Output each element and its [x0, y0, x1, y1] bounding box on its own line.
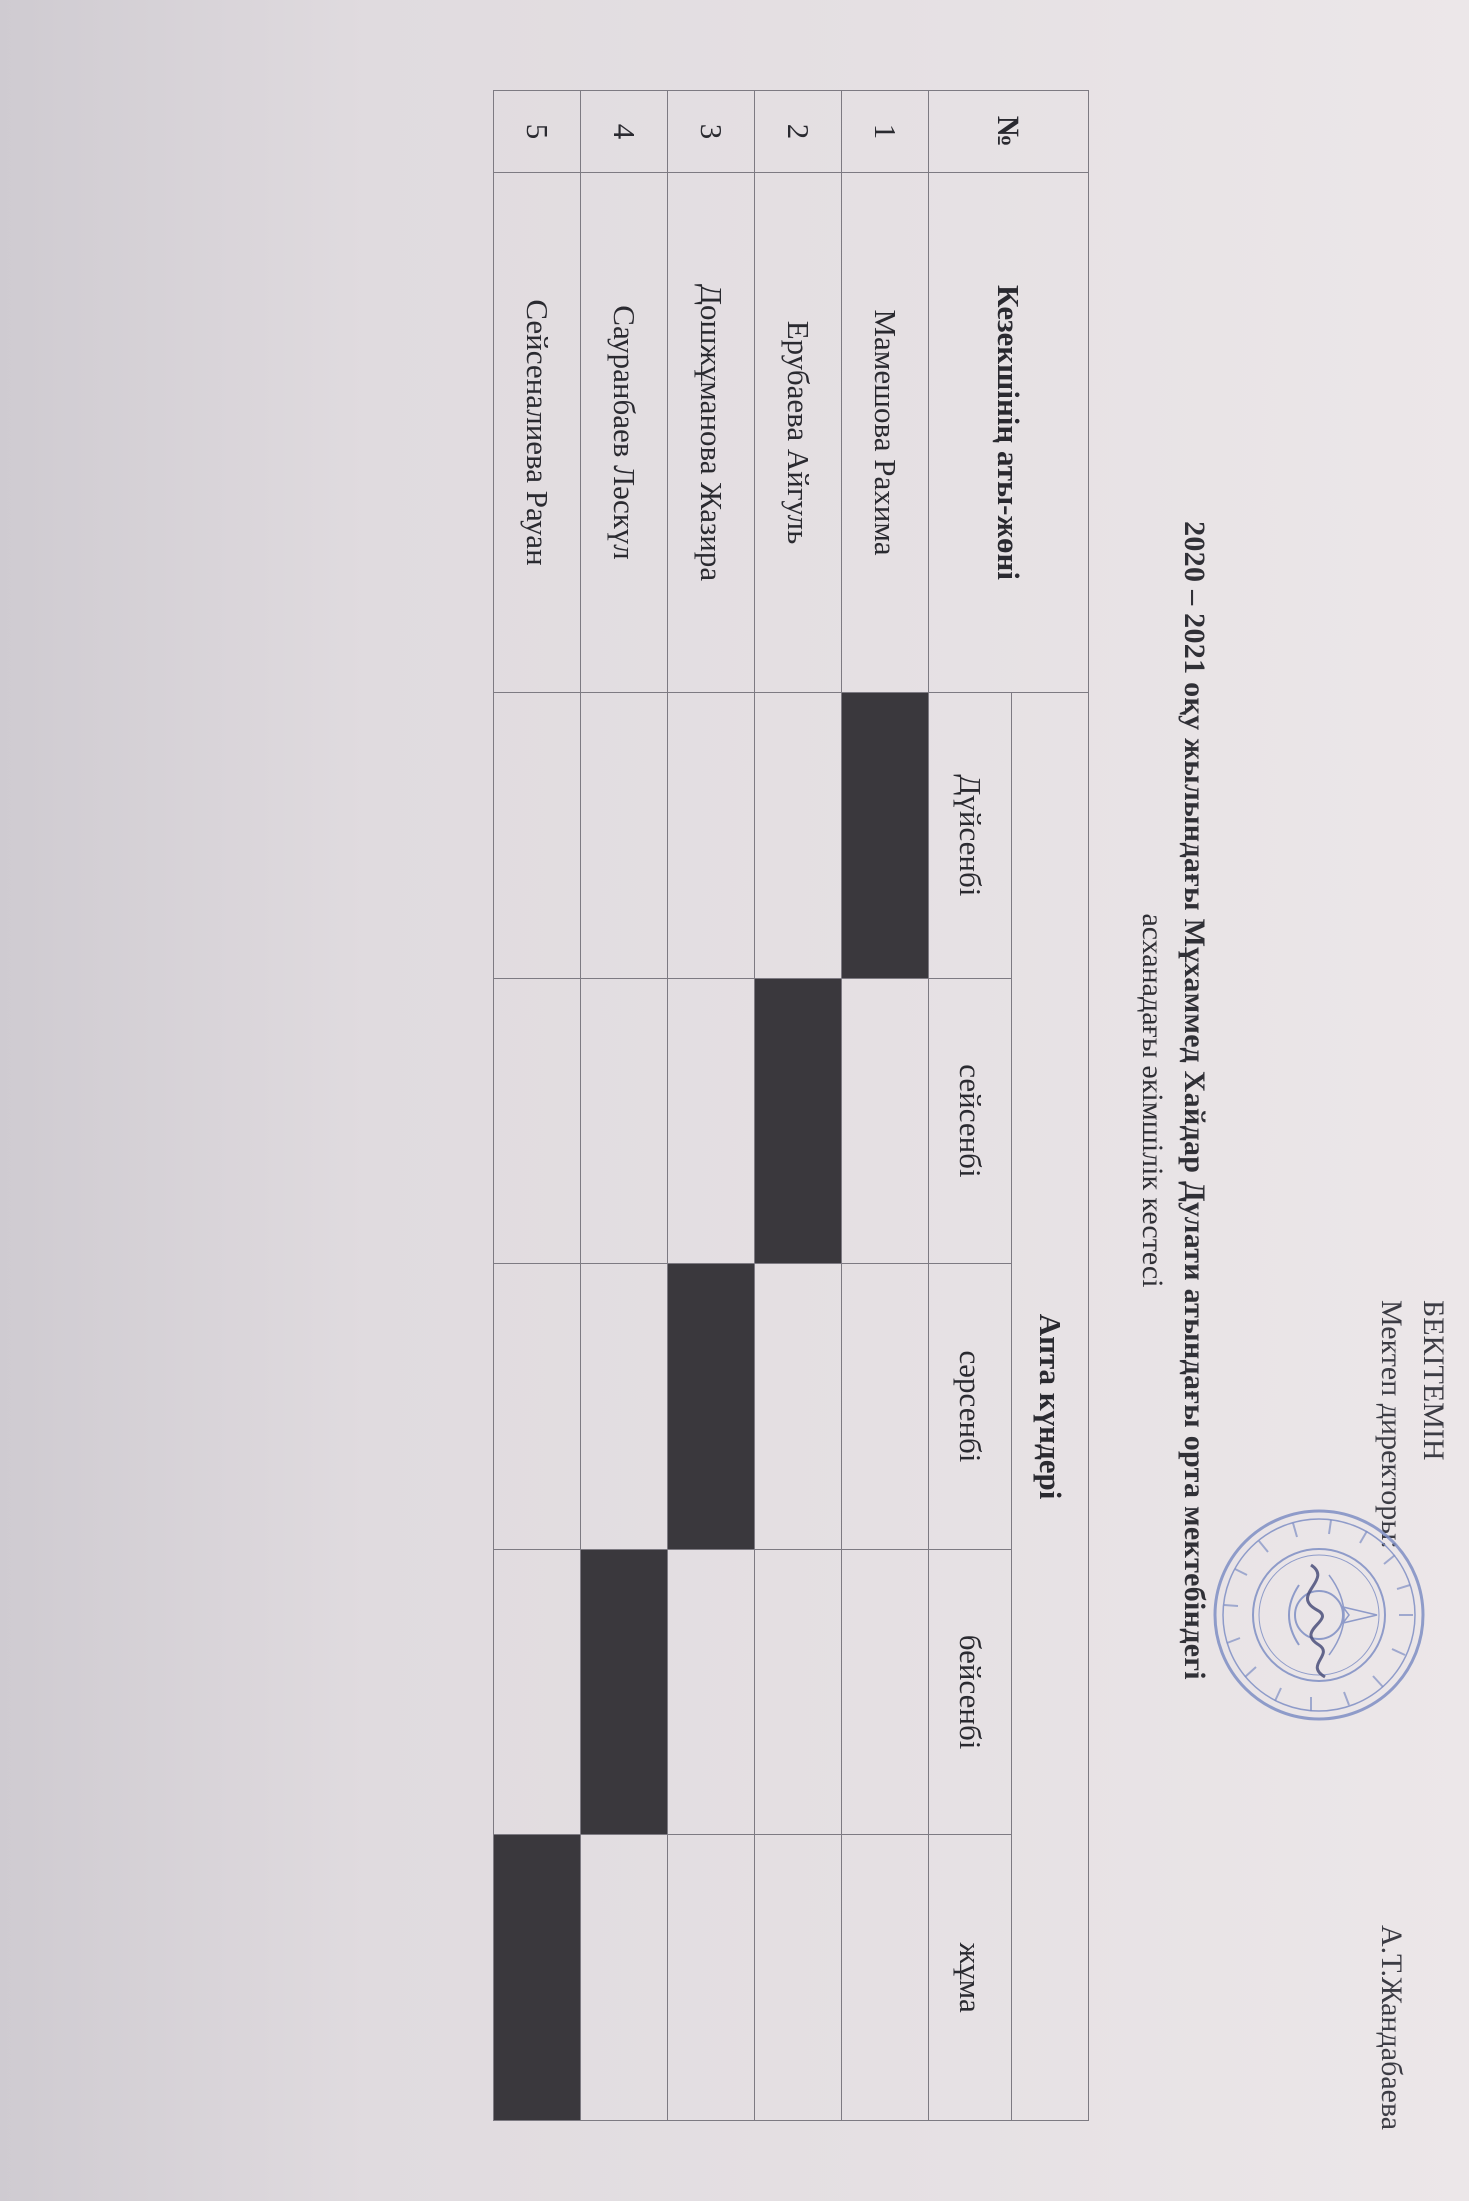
day-cell	[581, 1549, 668, 1835]
row-name: Мамешова Рахима	[842, 173, 929, 693]
row-name: Дошжұманова Жазира	[668, 173, 755, 693]
day-cell	[581, 693, 668, 979]
day-cell	[494, 1549, 581, 1835]
day-cell	[842, 1264, 929, 1550]
header-days: Апта күндері	[1012, 693, 1089, 2121]
day-cell	[668, 978, 755, 1264]
day-cell	[581, 978, 668, 1264]
header-day: сәрсенбі	[929, 1264, 1012, 1550]
row-no: 5	[494, 91, 581, 173]
day-cell	[755, 1549, 842, 1835]
header-day: Дүйсенбі	[929, 693, 1012, 979]
row-name: Сейсеналиева Рауан	[494, 173, 581, 693]
table-row	[494, 91, 581, 2121]
document-subtitle: асханадағы әкімшілік кестесі	[1136, 913, 1169, 1288]
day-cell	[842, 693, 929, 979]
table-row	[668, 91, 755, 2121]
duty-schedule-table	[493, 90, 1089, 2121]
row-no: 4	[581, 91, 668, 173]
table-row	[842, 91, 929, 2121]
day-cell	[581, 1264, 668, 1550]
day-cell	[755, 978, 842, 1264]
day-cell	[494, 978, 581, 1264]
row-name: Ерубаева Айгуль	[755, 173, 842, 693]
day-cell	[668, 1549, 755, 1835]
document-title: 2020 – 2021 оқу жылындағы Мұхаммед Хайдар Дулати атындағы орта мектебіндегі	[1178, 521, 1211, 1680]
day-cell	[842, 1549, 929, 1835]
approval-heading: БЕКІТЕМІН	[1417, 1300, 1450, 1461]
row-no: 1	[842, 91, 929, 173]
header-name: Кезекшінің аты-жөні	[929, 173, 1089, 693]
day-cell	[668, 1835, 755, 2121]
table-row	[755, 91, 842, 2121]
row-no: 3	[668, 91, 755, 173]
approval-name: А.Т.Жандабаева	[1375, 1925, 1408, 2131]
header-day: бейсенбі	[929, 1549, 1012, 1835]
day-cell	[494, 693, 581, 979]
day-cell	[755, 1835, 842, 2121]
day-cell	[842, 978, 929, 1264]
header-day: жұма	[929, 1835, 1012, 2121]
day-cell	[494, 1835, 581, 2121]
seal-stamp-icon	[1209, 1505, 1429, 1725]
row-no: 2	[755, 91, 842, 173]
day-cell	[755, 1264, 842, 1550]
day-cell	[668, 1264, 755, 1550]
day-cell	[842, 1835, 929, 2121]
day-cell	[581, 1835, 668, 2121]
header-day: сейсенбі	[929, 978, 1012, 1264]
row-name: Сауранбаев Ләскүл	[581, 173, 668, 693]
table-row	[581, 91, 668, 2121]
approval-position: Мектеп директоры:	[1375, 1300, 1408, 1549]
day-cell	[494, 1264, 581, 1550]
header-no: №	[929, 91, 1089, 173]
day-cell	[668, 693, 755, 979]
day-cell	[755, 693, 842, 979]
